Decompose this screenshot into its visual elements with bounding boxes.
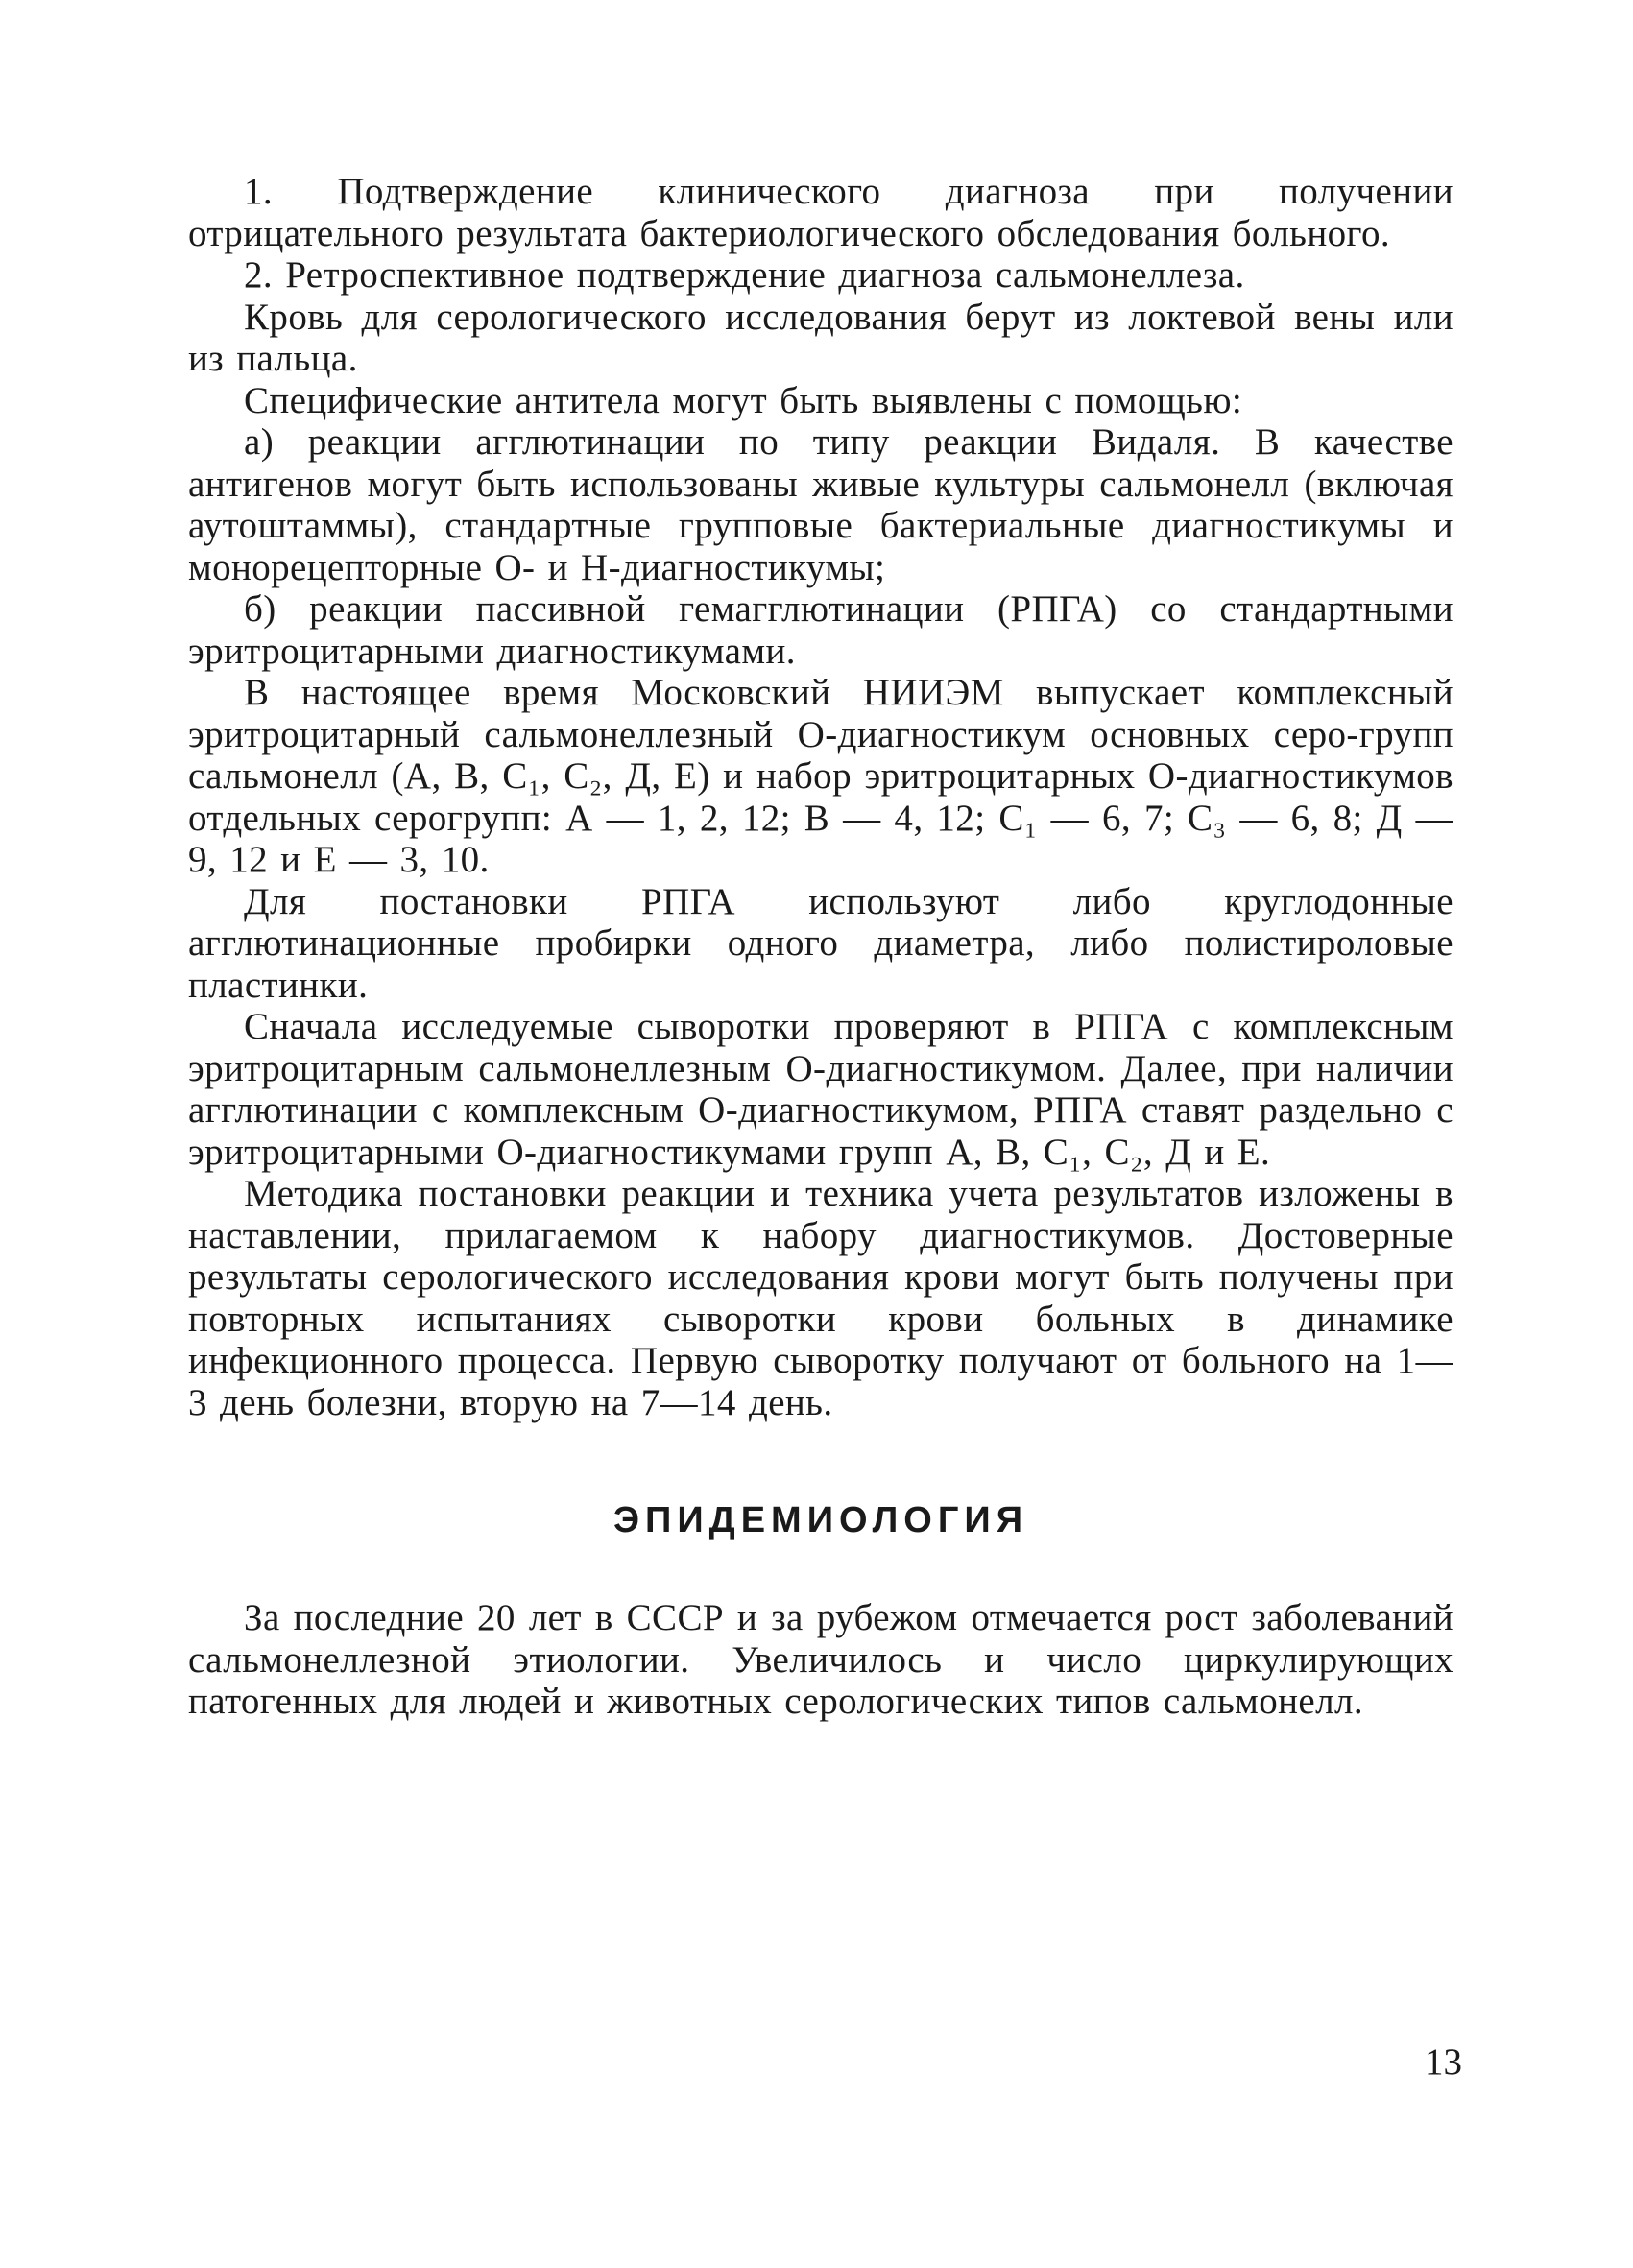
paragraph-rpga-equipment: Для постановки РПГА используют либо круглодонные агглютинационные пробирки одного диаметра, либо полистироловые пластинки. xyxy=(188,880,1453,1006)
page-body xyxy=(188,171,1453,1723)
paragraph-epidemiology: За последние 20 лет в СССР и за рубежом отмечается рост заболеваний сальмонеллезной этиологии. Увеличилось и число циркулирующих патогенных для людей и животных серологических типов сальмонелл. xyxy=(188,1597,1453,1722)
paragraph-agglutination-reaction: а) реакции агглютинации по типу реакции Видаля. В качестве антигенов могут быть использованы живые культуры сальмонелл (включая аутоштаммы), стандартные групповые бактериальные диагностикумы и монорецепторные О- и Н-диагностикумы; xyxy=(188,421,1453,588)
paragraph-retrospective-confirmation: 2. Ретроспективное подтверждение диагноза сальмонеллеза. xyxy=(244,254,1245,296)
page-number: 13 xyxy=(1425,2041,1462,2083)
paragraph-confirmation-clinical: 1. Подтверждение клинического диагноза при получении отрицательного результата бактериологического обследования больного. xyxy=(188,171,1453,254)
paragraph-methodology: Методика постановки реакции и техника учета результатов изложены в наставлении, прилагаемом к набору диагностикумов. Достоверные результаты серологического исследования крови могут быть получены при повторных испытаниях сыворотки крови больных в динамике инфекционного процесса. Первую сыворотку получают от больного на 1—3 день болезни, вторую на 7—14 день. xyxy=(188,1173,1453,1423)
section-heading-epidemiology: ЭПИДЕМИОЛОГИЯ xyxy=(612,1500,1029,1540)
paragraph-serum-testing: Сначала исследуемые сыворотки проверяют в РПГА с комплексным эритроцитарным сальмонеллезным О-диагностикумом. Далее, при наличии агглютинации с комплексным О-диагностикумом, РПГА ставят раздельно с эритроцитарными О-диагностикумами групп А, В, С₁, С₂, Д и Е. xyxy=(188,1006,1453,1173)
paragraph-blood-sampling: Кровь для серологического исследования берут из локтевой вены или из пальца. xyxy=(188,296,1453,379)
paragraph-niiem-diagnosticum: В настоящее время Московский НИИЭМ выпускает комплексный эритроцитарный сальмонеллезный О-диагностикум основных серо-групп сальмонелл (А, В, С₁, С₂, Д, Е) и набор эритроцитарных О-диагностикумов отдельных серогрупп: А — 1, 2, 12; В — 4, 12; С₁ — 6, 7; С₃ — 6, 8; Д — 9, 12 и Е — 3, 10. xyxy=(188,672,1453,880)
paragraph-antibodies-intro: Специфические антитела могут быть выявлены с помощью: xyxy=(244,379,1243,421)
paragraph-passive-hemagglutination: б) реакции пассивной гемагглютинации (РПГА) со стандартными эритроцитарными диагностикумами. xyxy=(188,588,1453,672)
